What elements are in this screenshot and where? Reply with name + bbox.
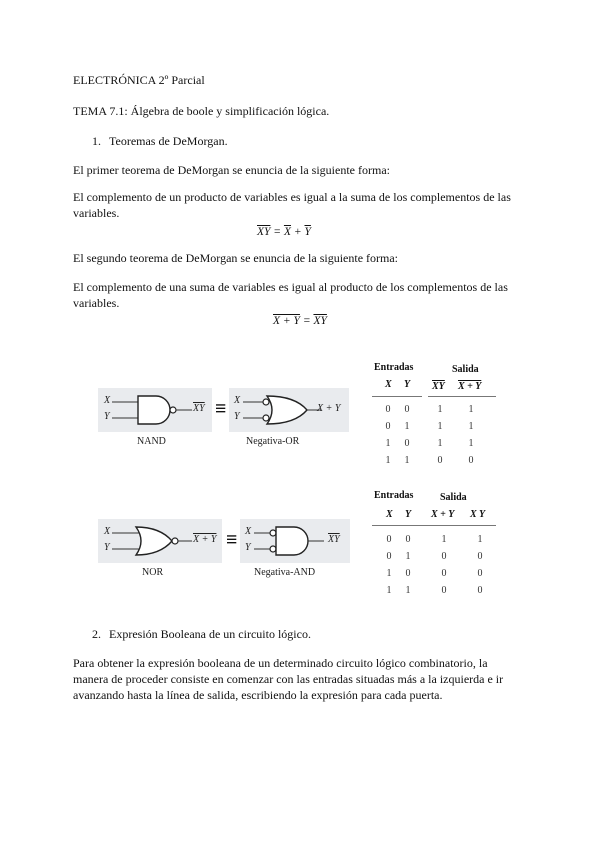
- nor-cell: 0: [405, 534, 411, 545]
- nor-table-rule: [372, 525, 496, 526]
- formula1-equals: =: [270, 226, 284, 238]
- negand-output-label: $\overline{XY}$: [328, 534, 340, 545]
- nand-table-rule-inputs: [372, 396, 422, 397]
- nand-cell: 0: [437, 455, 443, 466]
- nor-cell: 0: [477, 551, 483, 562]
- nand-gate-panel: [98, 388, 212, 432]
- negand-input-y: Y: [245, 542, 251, 553]
- nor-cell: 0: [386, 534, 392, 545]
- nand-cell: 1: [385, 455, 391, 466]
- nor-output-label: X + Y: [193, 534, 217, 545]
- nand-cell: 1: [468, 404, 474, 415]
- nand-input-y: Y: [104, 411, 110, 422]
- section2-number: 2.: [92, 627, 101, 641]
- nand-cell: 1: [468, 421, 474, 432]
- formula2-rhs-x: $\overline{X}$: [313, 315, 321, 327]
- nand-truth-table: [372, 362, 502, 472]
- nand-cell: 1: [404, 421, 410, 432]
- paragraph-boolean-expression: Para obtener la expresión booleana de un determinado circuito lógico combinatorio, la manera de proceder consiste en comenzar con las entradas situadas más a la izquierda e ir avanzando hasta la línea de salida, escribiendo la expresión para cada puerta.: [73, 656, 504, 702]
- section1-number: 1.: [92, 134, 101, 148]
- nand-table-rule-outputs: [428, 396, 496, 397]
- nand-equivalence-symbol: ≡: [215, 398, 227, 420]
- formula-second-theorem: [273, 315, 327, 327]
- formula2-equals: =: [299, 315, 314, 327]
- nor-cell: 1: [477, 534, 483, 545]
- nand-cell: 1: [437, 404, 443, 415]
- nand-col-xy: $\overline{XY}$: [432, 381, 445, 392]
- nor-cell: 0: [477, 585, 483, 596]
- nand-input-x: X: [104, 395, 111, 406]
- negor-input-x: X: [234, 395, 241, 406]
- negative-and-panel: [240, 519, 350, 563]
- formula1-lhs: $\overline{XY}$: [257, 226, 271, 238]
- nand-cell: 0: [468, 455, 474, 466]
- nor-cell: 1: [386, 585, 392, 596]
- topic-title: TEMA 7.1: Álgebra de boole y simplificación lógica.: [73, 104, 330, 118]
- nor-col-y: Y: [405, 509, 412, 520]
- nor-input-y: Y: [104, 542, 110, 553]
- nor-equivalence-symbol: ≡: [226, 529, 238, 551]
- nor-input-x: X: [104, 526, 111, 537]
- nand-cell: 1: [437, 421, 443, 432]
- nor-cell: 0: [386, 551, 392, 562]
- nand-cell: 1: [404, 455, 410, 466]
- nor-cell: 1: [441, 534, 447, 545]
- nor-cell: 1: [386, 568, 392, 579]
- formula2-lhs: X + Y: [273, 315, 300, 327]
- document-header: ELECTRÓNICA 2º Parcial: [73, 73, 205, 87]
- paragraph-first-theorem-statement: El complemento de un producto de variables es igual a la suma de los complementos de las variables.: [73, 190, 511, 220]
- nor-col-xplusy: X + Y: [431, 509, 455, 520]
- nand-cell: 1: [437, 438, 443, 449]
- paragraph-first-theorem: El primer teorema de DeMorgan se enuncia de la siguiente forma:: [73, 163, 390, 177]
- nand-cell: 0: [385, 404, 391, 415]
- paragraph-second-theorem: El segundo teorema de DeMorgan se enuncia de la siguiente forma:: [73, 251, 399, 265]
- negand-input-x: X: [245, 526, 252, 537]
- nor-cell: 0: [441, 568, 447, 579]
- nand-cell: 1: [468, 438, 474, 449]
- nand-cell: 0: [385, 421, 391, 432]
- nor-cell: 0: [477, 568, 483, 579]
- nand-col-y: Y: [404, 379, 411, 390]
- nand-cell: 0: [404, 404, 410, 415]
- negative-and-caption: Negativa-AND: [254, 567, 316, 578]
- nor-cell: 0: [405, 568, 411, 579]
- formula2-rhs-y: $\overline{Y}$: [320, 315, 327, 327]
- formula1-rhs-x: $\overline{X}$: [283, 226, 291, 238]
- nor-table-inputs-header: Entradas: [374, 490, 414, 501]
- section1-title: Teoremas de DeMorgan.: [109, 134, 228, 148]
- nor-cell: 1: [405, 551, 411, 562]
- negative-or-panel: [229, 388, 349, 432]
- nand-caption: NAND: [137, 436, 166, 447]
- paragraph-second-theorem-statement: El complemento de una suma de variables es igual al producto de los complementos de las variables.: [73, 280, 508, 310]
- negative-or-caption: Negativa-OR: [246, 436, 300, 447]
- section2-title: Expresión Booleana de un circuito lógico.: [109, 627, 311, 641]
- nor-cell: 0: [441, 585, 447, 596]
- negor-output-label: X + Y: [317, 403, 341, 414]
- nor-gate-panel: [98, 519, 222, 563]
- nand-col-xplusy: X + Y: [458, 381, 482, 392]
- nor-col-x: X: [386, 509, 393, 520]
- nor-col-xy: X Y: [470, 509, 486, 520]
- nand-table-inputs-header: Entradas: [374, 362, 414, 373]
- nand-cell: 1: [385, 438, 391, 449]
- nor-table-output-header: Salida: [440, 492, 467, 503]
- nand-cell: 0: [404, 438, 410, 449]
- formula-first-theorem: [257, 226, 311, 238]
- nor-truth-table: [372, 490, 502, 600]
- negor-input-y: Y: [234, 411, 240, 422]
- nor-caption: NOR: [142, 567, 164, 578]
- formula1-plus: +: [290, 226, 305, 238]
- nor-cell: 1: [405, 585, 411, 596]
- nand-table-output-header: Salida: [452, 364, 479, 375]
- nand-col-x: X: [385, 379, 392, 390]
- nor-cell: 0: [441, 551, 447, 562]
- formula1-rhs-y: $\overline{Y}$: [304, 226, 311, 238]
- nand-output-label: $\overline{XY}$: [193, 403, 205, 414]
